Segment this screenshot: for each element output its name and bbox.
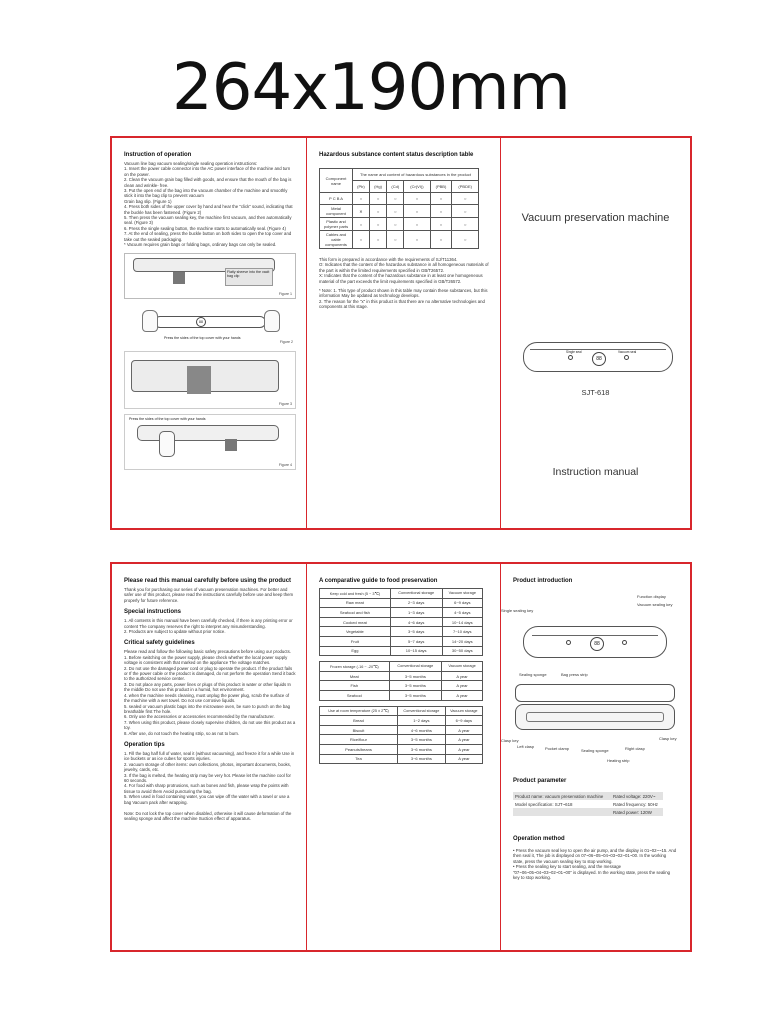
hazard-note: X: Indicates that the content of the hazardous substance in at least one homogeneous material of the part exceeds the limit requirements specified in GB/T26572.	[319, 273, 483, 284]
sealing-sponge-label: Sealing sponge	[581, 748, 609, 753]
table-row: Fruit 5~7 days 14~20 days	[320, 636, 483, 646]
device-illustration	[523, 342, 673, 372]
single-seal-button-icon	[566, 640, 571, 645]
display-icon: 88	[590, 637, 604, 651]
table-row: Fish 3~5 months A year	[320, 681, 483, 691]
figure-3-caption: Figure 3	[278, 401, 292, 406]
tip-item: 4. For food with sharp protrusions, such as bones and fish, please wrap the points with tissue to avoid them Avoid puncturing the bag.	[124, 783, 289, 794]
table-row: Model specification: SJT~618 Rated frequency: 50Hz	[515, 801, 658, 807]
fig2-note: Press the sides of the top cover with your hands	[164, 335, 241, 340]
single-seal-button-icon	[568, 355, 573, 360]
param-heading: Product parameter	[513, 778, 567, 784]
instruction-step: 2. Clean the vacuum grain bag filled with goods, and ensure that the mouth of the bag is clean and wrinkle- free.	[124, 177, 292, 188]
table-row: Biscuit 4~6 months A year	[320, 725, 483, 735]
tips-heading: Operation tips	[124, 741, 165, 748]
table-row: Tea 3~6 months A year	[320, 754, 483, 764]
special-item: 2. Products are subject to update without prior notice.	[124, 629, 226, 635]
tip-item: 3. If the bag is melted, the heating strip may be very hot. Please let the machine cool for 60 seconds.	[124, 772, 291, 783]
hazard-note: 2. The reason for the "x" in this product is that there are no alternative technologies and components at this stage.	[319, 298, 485, 310]
cold-storage-table: Keep cold and fresh (5 ~ 3℃) Conventional storage Vacuum storage Raw meat 2~3 days 6~9 days Seafood and fish 1~3 days 4~5 days Cooked meat 4~6 days 10~14 days Vegetable 3~5 days 7~10 days Fruit 5~7 days 14~20 days Egg 10~15 days 30~50 days	[319, 588, 483, 656]
table-row: Bread 1~2 days 6~9 days	[320, 716, 483, 726]
table-row: Seafood and fish 1~3 days 4~5 days	[320, 608, 483, 618]
hazard-row: P C B A ○ ○ ○ ○ ○ ○	[320, 193, 479, 205]
hazard-panel	[306, 138, 500, 528]
fig4-note: Press the sides of the top cover with your hands	[129, 416, 206, 421]
vacuum-seal-button-icon	[624, 355, 629, 360]
table-row: Rice/flour 3~5 months A year	[320, 735, 483, 745]
hazard-substance: (PBDE)	[452, 181, 479, 193]
right-clasp-label: Right clasp	[625, 746, 645, 751]
table-row: Product name: vacuum preservation machine Rated voltage: 220V~	[513, 792, 663, 800]
hand-press-icon	[159, 431, 175, 457]
cover-panel	[500, 138, 690, 528]
tip-item: 1. Fill the bag half full of water, seal it (without vacuuming), and freeze it for a while Use in ice buckets or as ice cubes for sports injuries.	[124, 750, 295, 762]
special-item: 1. All contents in this manual have been carefully checked, if there is any printing error or content The company reserves the right to interpret any misunderstanding.	[124, 618, 293, 629]
instruction-step: 3. Put the open end of the bag into the vacuum chamber of the machine and smoothly stick it into the bag clip to prevent vacuum	[124, 188, 288, 199]
clasp-key-left-label: Clasp key	[501, 738, 519, 743]
pocket-clamp-label: Pocket clamp	[545, 746, 570, 751]
instruction-heading: Instruction of operation	[124, 152, 192, 158]
single-seal-label: Single seal	[566, 350, 582, 354]
operation-text: • Press the vacuum seal key to open the air pump, and the display is 01~02~~15. And then seal it, The job is displayed on 07~06~05~04~03~02~01~00. In the working state, press the vacuum sealing key to stop working.	[513, 848, 677, 864]
safety-item: 8. After use, do not touch the heating strip, so as not to burn.	[124, 730, 240, 736]
clasp-key-right-label: Clasp key	[659, 736, 677, 741]
hazard-note: This form is prepared in accordance with the requirements of SJ/T11364.	[319, 257, 458, 262]
single-key-label: Single sealing key	[501, 608, 534, 613]
vacuum-seal-label: Vacuum seal	[618, 350, 637, 354]
operation-heading: Operation method	[513, 836, 565, 842]
hazard-substance: (PBB)	[430, 181, 452, 193]
table-row: Cooked meat 4~6 days 10~14 days	[320, 617, 483, 627]
room-temp-table: Use at room temperature (25 ± 2℃) Conventional storage Vacuum storage Bread 1~2 days 6~9 days Biscuit 4~6 months A year Rice/flour 3~5 months A year Peanuts/beans 3~6 months A year Tea 3~6 months A year	[319, 706, 483, 765]
read-manual-heading: Please read this manual carefully before using the product	[124, 578, 292, 584]
table-row: Peanuts/beans 3~6 months A year	[320, 744, 483, 754]
hazard-note: O: Indicates that the content of the hazardous substance in all homogeneous materials of the part is within the limited requirements specified in GB/T26572.	[319, 262, 489, 273]
table-row: Meat 3~5 months A year	[320, 671, 483, 681]
vacuum-seal-button-icon	[622, 640, 627, 645]
figure-4-caption: Figure 4	[278, 462, 292, 467]
function-display-label: Function display	[637, 594, 666, 599]
manual-sheet-front	[110, 136, 692, 530]
food-bag-icon	[173, 272, 185, 284]
fig1-callout: Flatly sheeve into the vacit bag clip	[225, 268, 273, 286]
instruction-intro: Vacuum line bag vacuum sealing/single sealing operation instructions:	[124, 161, 258, 166]
hazard-heading: Hazardous substance content status description table	[319, 152, 474, 158]
hazard-row: Metal component ✕ ○ ○ ○ ○ ○	[320, 205, 479, 218]
instruction-step: 6. Press the single sealing button, the machine starts to automatically seal. (Figure 4)	[124, 225, 286, 231]
instruction-step: Grain bag slip. (Figure 1)	[124, 198, 172, 204]
vacuum-key-label: Vacuum sealing key	[637, 602, 673, 607]
instruction-panel	[112, 138, 306, 528]
hand-right-icon	[264, 310, 280, 332]
food-guide-panel	[306, 564, 500, 950]
instruction-step: 5. Then press the vacuum sealing key, the machine first vacuum, and then automatically seal. (Figure 3)	[124, 215, 292, 226]
table-row: Raw meat 2~3 days 6~9 days	[320, 598, 483, 608]
safety-item: 2. Do not use the damaged power cord or plug to operate the product. If the product fails or If the power cable or the product is damaged, do not perform the operation Send it back to the authorized service center.	[124, 665, 296, 682]
table-row: Seafood 3~5 months A year	[320, 690, 483, 700]
read-manual-intro: Thank you for purchasing our series of vacuum preservation machines. For better and safer use of this product, please read the instructions carefully before use and keep them properly for future reference.	[124, 587, 294, 603]
safety-item: 4. when the machine needs cleaning, must unplug the power plug, scrub the surface of the machine with a wet towel. Do not use corrosive liquids.	[124, 692, 290, 704]
safety-item: 5. sealed or vacuum plastic bags into the microwave oven, be sure to punch on the bag breathable first The hole.	[124, 703, 291, 714]
safety-item: 6. Only use the accessories or accessories recommended by the manufacturer.	[124, 714, 275, 720]
hazard-table	[319, 168, 479, 249]
page-title: 264x190mm	[172, 51, 570, 125]
safety-item: 7. When using this product, please closely supervise children, do not use this product as a toy.	[124, 719, 296, 731]
safety-panel	[112, 564, 306, 950]
display-icon: 88	[592, 352, 606, 366]
bag-press-strip-label: Bag press strip	[561, 672, 588, 677]
table-row: Egg 10~15 days 30~50 days	[320, 646, 483, 656]
hazard-component-header: Component name	[320, 169, 353, 193]
food-bag-icon	[225, 439, 237, 451]
param-table	[513, 792, 663, 816]
model-number: SJT-618	[581, 388, 610, 397]
instruction-step: 7. At the end of sealing, press the buckle button on both sides to open the top cover and take out the sealed packaging.	[124, 231, 292, 242]
frozen-storage-table: Frozen storage (-16 ~ -20℃) Conventional storage Vacuum storage Meat 3~5 months A year Fish 3~5 months A year Seafood 3~5 months A year	[319, 661, 483, 700]
operation-text: • Press the sealing key to start sealing, and the message "07~06~05~04~03~02~01~00" is displayed. In the working state, press the sealing key to stop working.	[513, 864, 671, 881]
food-guide-heading: A comparative guide to food preservation	[319, 578, 438, 584]
hand-left-icon	[142, 310, 158, 332]
heating-strip-label: Heating strip	[607, 758, 630, 763]
figure-3	[124, 351, 296, 409]
hazard-substance: (Pb)	[353, 181, 370, 193]
product-intro-heading: Product introduction	[513, 578, 573, 584]
figure-2	[124, 304, 296, 346]
hazard-group-header: The name and content of hazardous substances in the product	[353, 169, 479, 181]
safety-item: 1. Before switching on the power supply, please check whether the local power supply voltage is consistent with that marked on the appliance The voltage matches.	[124, 654, 288, 666]
hazard-row: Plastic and polymer parts ○ ○ ○ ○ ○ ○	[320, 218, 479, 231]
tip-item: 2. vacuum storage of other items: own collections, photos, important documents, books, jewelry, cards, etc.	[124, 761, 291, 773]
lock-note: Note: Do not lock the top cover when disabled, otherwise it will cause deformation of the sealing sponge and affect the machine Suction effect of apparatus.	[124, 811, 292, 822]
hazard-row: Cables and cable components ○ ○ ○ ○ ○ ○	[320, 231, 479, 249]
manual-title: Instruction manual	[552, 466, 639, 478]
instruction-step: * Vacuum requires grain bags or folding bags, ordinary bags can only be sealed.	[124, 242, 277, 248]
product-title: Vacuum preservation machine	[521, 212, 670, 224]
hazard-note: * Note: 1. This type of product shown in this table may contain these substances, but this information May be updated as technology develops.	[319, 288, 488, 299]
instruction-step: 1. Insert the power cable connector into the AC power interface of the machine and turn on the power.	[124, 166, 291, 177]
hand-press-icon	[187, 366, 211, 394]
left-clasp-label: Left clasp	[517, 744, 535, 749]
sealing-sponge-top-label: Sealing sponge	[519, 672, 547, 677]
product-intro-panel	[500, 564, 690, 950]
instruction-step: 4. Press both sides of the upper cover by hand and hear the "click" sound, indicating that the buckle has been fastened. (Figure 2)	[124, 204, 293, 215]
display-icon: 88	[196, 317, 206, 327]
figure-2-caption: Figure 2	[279, 339, 293, 344]
tip-item: 5. When used in food containing water, you can wipe off the water with a towel or use a bag Vacuum pack after wrapping.	[124, 794, 290, 805]
manual-sheet-back	[110, 562, 692, 952]
special-heading: Special instructions	[124, 609, 182, 616]
device-lid-open	[515, 684, 675, 702]
hazard-substance: (Cr(VI))	[404, 181, 430, 193]
device-base-open	[515, 704, 675, 730]
hazard-substance: (Cd)	[387, 181, 404, 193]
figure-1-caption: Figure 1	[278, 291, 292, 296]
figure-4	[124, 414, 296, 470]
table-row: Rated power: 120W	[513, 808, 663, 816]
device-top-view	[523, 626, 667, 658]
safety-intro: Please read and follow the following basic safety precautions before using our products.	[124, 649, 291, 655]
hazard-substance: (Hg)	[369, 181, 386, 193]
figure-1	[124, 253, 296, 299]
table-row: Vegetable 3~5 days 7~10 days	[320, 627, 483, 637]
safety-heading: Critical safety guidelines	[124, 640, 195, 647]
safety-item: 3. Do not place any parts, power lines or plugs of this product in water or other liquids In the middle Do not use this product in a humid, hot environment.	[124, 681, 291, 693]
